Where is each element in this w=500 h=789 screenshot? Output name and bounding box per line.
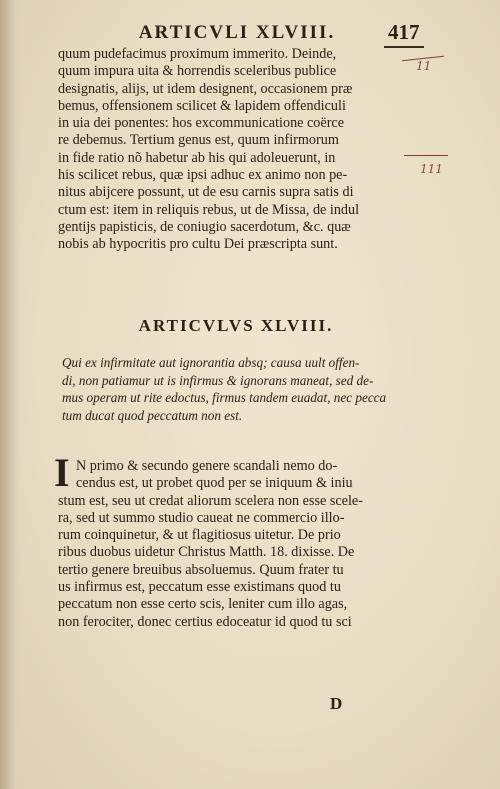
italic-line: mus operam ut rite edoctus, firmus tandem euadat, nec pecca	[62, 390, 387, 405]
text-line: ribus duobus uidetur Christus Matth. 18. dixisse. De	[58, 544, 355, 561]
text-line: peccatum non esse certo scis, leniter cum illo agas,	[58, 596, 348, 613]
text-line: ctum est: item in reliquis rebus, ut de Missa, de indul	[58, 201, 360, 218]
text-line: gentijs papisticis, de coniugio sacerdotum, &c. quæ	[58, 218, 351, 235]
page-gutter-shadow	[0, 0, 22, 789]
text-line: tertio genere breuibus absoluemus. Quum frater tu	[58, 561, 344, 578]
article-summary-italic	[62, 354, 402, 424]
text-line: quum impura uita & horrendis sceleribus publice	[58, 63, 337, 80]
section-title: ARTICVLVS XLVIII.	[138, 316, 334, 335]
text-line: N primo & secundo genere scandali nemo do-	[76, 458, 338, 474]
text-line: cendus est, ut probet quod per se iniquum & iniu	[76, 475, 353, 492]
drop-initial: I	[54, 450, 70, 495]
text-line: re debemus. Tertium genus est, quum infirmorum	[58, 132, 339, 149]
running-title: ARTICVLI XLVIII.	[138, 22, 336, 43]
margin-note-1: 11	[416, 59, 432, 73]
folio-number: 417	[388, 20, 420, 44]
text-line: nitus abijcere possunt, ut de esu carnis supra satis di	[58, 184, 354, 201]
text-line: bemus, offensionem scilicet & lapidem offendiculi	[58, 97, 346, 114]
text-line: in fide ratio nõ habetur ab his qui adoleuerunt, in	[58, 149, 336, 166]
text-line: nobis ab hypocritis pro cultu Dei præscripta sunt.	[58, 236, 338, 253]
italic-line: Qui ex infirmitate aut ignorantia absq; causa uult offen-	[62, 355, 360, 370]
text-line: his scilicet rebus, quæ ipsi adhuc ex animo non pe-	[58, 167, 348, 184]
text-line: non ferociter, donec certius edoceatur id quod tu sci	[58, 613, 352, 630]
italic-line: tum ducat quod peccatum non est.	[62, 407, 243, 423]
margin-note-2: 111	[420, 162, 443, 176]
text-line: us infirmus est, peccatum esse existimans quod tu	[58, 579, 341, 596]
paragraph-main	[58, 458, 400, 631]
text-line: ra, sed ut summo studio caueat ne commercio illo-	[58, 509, 345, 526]
text-line: designatis, alijs, ut idem designent, occasionem præ	[58, 80, 353, 97]
margin-stroke-2	[404, 155, 448, 156]
text-line: stum est, seu ut credat aliorum scelera non esse scele-	[58, 492, 363, 509]
text-line: rum coinquinetur, & ut flagitiosus uitetur. De prio	[58, 527, 341, 544]
signature-mark: D	[330, 694, 343, 713]
text-line: quum pudefacimus proximum immerito. Deinde,	[58, 46, 337, 62]
text-line: in uia dei ponentes: hos excommunicatione coërce	[58, 115, 345, 132]
italic-line: di, non patiamur ut is infirmus & ignorans maneat, sed de-	[62, 372, 374, 388]
paragraph-continuation	[58, 46, 400, 254]
